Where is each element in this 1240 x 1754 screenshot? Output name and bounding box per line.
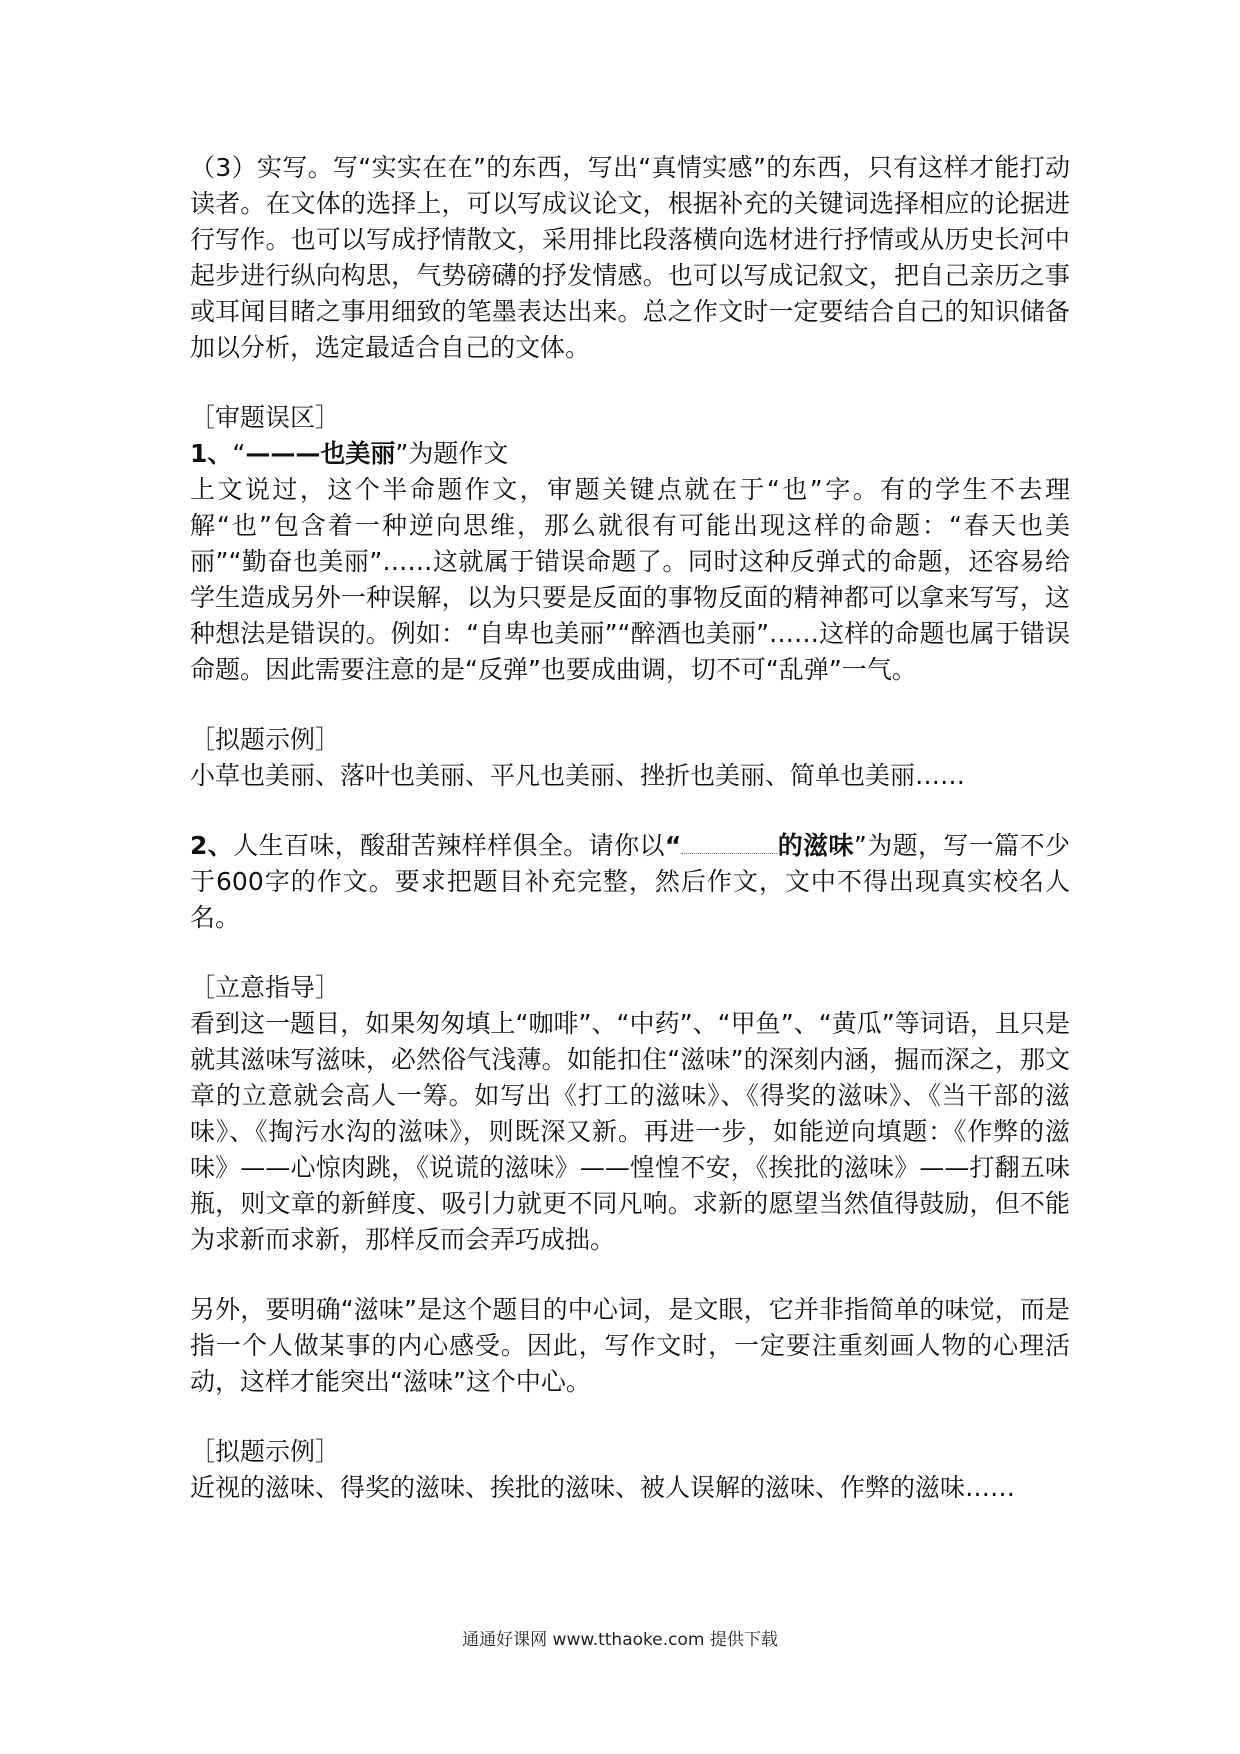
page-footer: 通通好课网 www.tthaoke.com 提供下载: [462, 1630, 778, 1650]
topic-2-number: 2、: [190, 831, 234, 860]
topic-2-guidance-paragraph-2: 另外，要明确“滋味”是这个题目的中心词，是文眼，它并非指简单的味觉，而是指一个人做某事的内心感受。因此，写作文时，一定要注重刻画人物的心理活动，这样才能突出“滋味”这个中心。: [190, 1295, 1070, 1396]
topic-2-prompt-before: 人生百味，酸甜苦辣样样俱全。请你以: [233, 831, 665, 860]
topic-1-examples: 小草也美丽、落叶也美丽、平凡也美丽、挫折也美丽、简单也美丽……: [190, 761, 966, 790]
topic-2-guidance-heading: ［立意指导］: [190, 973, 341, 1002]
topic-2-quote-open: “: [664, 831, 682, 860]
topic-1-suffix: 为题作文: [408, 439, 509, 468]
topic-1-quote-close: ”: [395, 439, 409, 468]
topic-2-prompt: [190, 828, 1070, 936]
topic-2-fill-blank: [681, 833, 777, 854]
topic-1-analysis: 上文说过，这个半命题作文，审题关键点就在于“也”字。有的学生不去理解“也”包含着一种逆向思维，那么就很有可能出现这样的命题：“春天也美丽”“勤奋也美丽”……这就属于错误命题了。同时这种反弹式的命题，还容易给学生造成另外一种误解，以为只要是反面的事物反面的精神都可以拿来写写，这种想法是错误的。例如：“自卑也美丽”“醉酒也美丽”……这样的命题也属于错误命题。因此需要注意的是“反弹”也要成曲调，切不可“乱弹”一气。: [190, 475, 1070, 684]
topic-2-quote-close: ”: [853, 831, 867, 860]
topic-2-title: 的滋味: [777, 831, 854, 860]
topic-1-quote-open: “: [232, 439, 246, 468]
topic-2-prompt-after: 为题，写一篇不少于600字的作文。要求把题目补充完整，然后作文，文中不得出现真实校名人名。: [190, 831, 1070, 932]
topic-2-examples: 近视的滋味、得奖的滋味、挨批的滋味、被人误解的滋味、作弊的滋味……: [190, 1473, 1016, 1502]
topic-2-guidance-paragraph-1: 看到这一题目，如果匆匆填上“咖啡”、“中药”、“甲鱼”、“黄瓜”等词语，且只是就其滋味写滋味，必然俗气浅薄。如能扣住“滋味”的深刻内涵，掘而深之，那文章的立意就会高人一筹。如写出《打工的滋味》、《得奖的滋味》、《当干部的滋味》、《掏污水沟的滋味》，则既深又新。再进一步，如能逆向填题：《作弊的滋味》——心惊肉跳，《说谎的滋味》——惶惶不安，《挨批的滋味》——打翻五味瓶，则文章的新鲜度、吸引力就更不同凡响。求新的愿望当然值得鼓励，但不能为求新而求新，那样反而会弄巧成拙。: [190, 1009, 1070, 1254]
topic-1-examples-heading: ［拟题示例］: [190, 725, 341, 754]
section-3-paragraph: （3）实写。写“实实在在”的东西，写出“真情实感”的东西，只有这样才能打动读者。在文体的选择上，可以写成议论文，根据补充的关键词选择相应的论据进行写作。也可以写成抒情散文，采用排比段落横向选材进行抒情或从历史长河中起步进行纵向构思，气势磅礴的抒发情感。也可以写成记叙文，把自己亲历之事或耳闻目睹之事用细致的笔墨表达出来。总之作文时一定要结合自己的知识储备加以分析，选定最适合自己的文体。: [190, 153, 1070, 362]
topic-2-examples-heading: ［拟题示例］: [190, 1437, 341, 1466]
topic-1-heading: [190, 436, 1070, 472]
topic-1-number: 1、: [190, 439, 233, 468]
document-page: [190, 150, 1070, 1506]
topic-1-title: ———也美丽: [245, 439, 396, 468]
misreading-heading: ［审题误区］: [190, 403, 341, 432]
